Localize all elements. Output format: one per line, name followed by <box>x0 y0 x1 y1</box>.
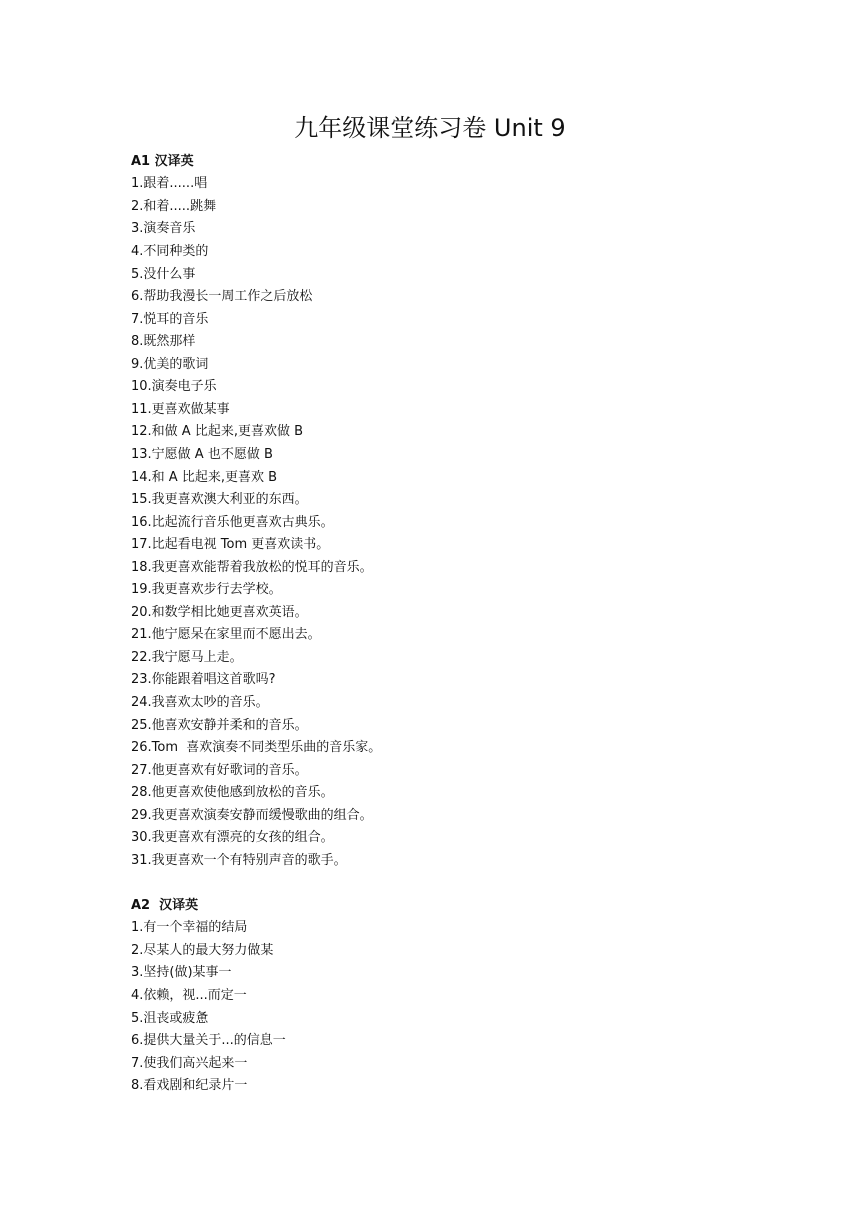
exercise-item: 1.有一个幸福的结局 <box>131 920 248 936</box>
exercise-item: 20.和数学相比她更喜欢英语。 <box>131 604 308 620</box>
exercise-item: 3.演奏音乐 <box>131 221 196 237</box>
exercise-item: 4.依赖，视...而定一 <box>131 988 247 1004</box>
exercise-item: 3.坚持(做)某事一 <box>131 965 232 981</box>
page-title: 九年级课堂练习卷 Unit 9 <box>294 114 566 142</box>
exercise-item: 28.他更喜欢使他感到放松的音乐。 <box>131 785 334 801</box>
exercise-item: 12.和做 A 比起来,更喜欢做 B <box>131 424 304 440</box>
exercise-item: 5.沮丧或疲惫 <box>131 1010 209 1026</box>
exercise-item: 23.你能跟着唱这首歌吗? <box>131 672 276 688</box>
exercise-item: 13.宁愿做 A 也不愿做 B <box>131 446 273 462</box>
exercise-item: 9.优美的歌词 <box>131 356 209 372</box>
exercise-item: 30.我更喜欢有漂亮的女孩的组合。 <box>131 830 334 846</box>
exercise-item: 24.我喜欢太吵的音乐。 <box>131 694 269 710</box>
section-a1 <box>131 151 381 872</box>
exercise-item: 29.我更喜欢演奏安静而缓慢歌曲的组合。 <box>131 807 373 823</box>
exercise-item: 10.演奏电子乐 <box>131 379 217 395</box>
exercise-item: 6.提供大量关于...的信息一 <box>131 1033 286 1049</box>
exercise-item: 19.我更喜欢步行去学校。 <box>131 582 282 598</box>
exercise-item: 11.更喜欢做某事 <box>131 401 230 417</box>
exercise-item: 16.比起流行音乐他更喜欢古典乐。 <box>131 514 334 530</box>
exercise-item: 18.我更喜欢能帮着我放松的悦耳的音乐。 <box>131 559 373 575</box>
section-heading: A2 汉译英 <box>131 898 199 913</box>
exercise-item: 21.他宁愿呆在家里而不愿出去。 <box>131 627 321 643</box>
section-a2 <box>131 895 286 1098</box>
exercise-item: 4.不同种类的 <box>131 244 209 260</box>
exercise-item: 22.我宁愿马上走。 <box>131 649 243 665</box>
exercise-item: 5.没什么事 <box>131 266 196 282</box>
exercise-item: 8.看戏剧和纪录片一 <box>131 1078 248 1094</box>
exercise-item: 6.帮助我漫长一周工作之后放松 <box>131 289 313 305</box>
exercise-item: 26.Tom 喜欢演奏不同类型乐曲的音乐家。 <box>131 740 382 756</box>
exercise-item: 1.跟着......唱 <box>131 176 208 192</box>
exercise-item: 2.和着.....跳舞 <box>131 198 217 214</box>
exercise-item: 15.我更喜欢澳大利亚的东西。 <box>131 492 308 508</box>
exercise-item: 27.他更喜欢有好歌词的音乐。 <box>131 762 308 778</box>
exercise-item: 7.使我们高兴起来一 <box>131 1055 248 1071</box>
exercise-item: 14.和 A 比起来,更喜欢 B <box>131 469 278 485</box>
exercise-item: 8.既然那样 <box>131 334 196 350</box>
section-heading: A1 汉译英 <box>131 154 194 169</box>
exercise-item: 2.尽某人的最大努力做某 <box>131 942 274 958</box>
exercise-item: 25.他喜欢安静并柔和的音乐。 <box>131 717 308 733</box>
exercise-item: 17.比起看电视 Tom 更喜欢读书。 <box>131 537 330 553</box>
exercise-item: 31.我更喜欢一个有特别声音的歌手。 <box>131 852 347 868</box>
exercise-item: 7.悦耳的音乐 <box>131 311 209 327</box>
